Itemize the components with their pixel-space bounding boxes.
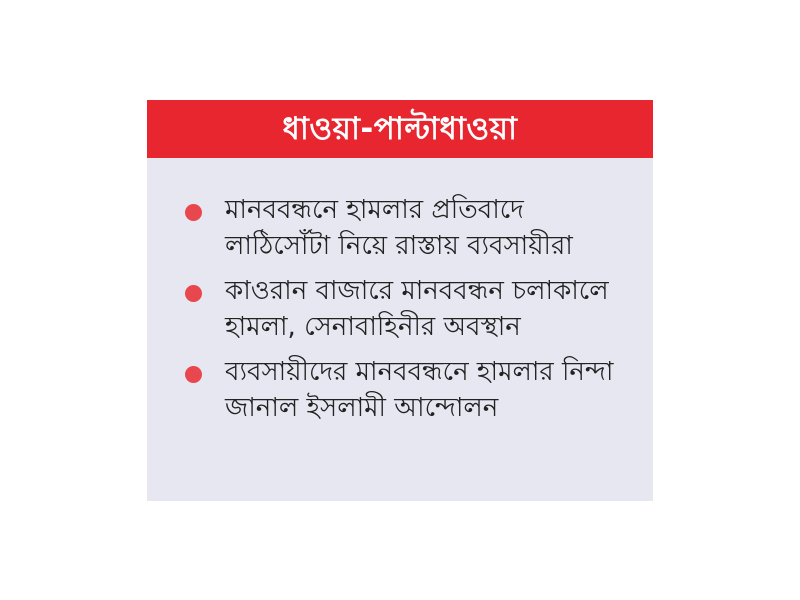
card-header (147, 100, 653, 158)
bullet-text: মানববন্ধনে হামলার প্রতিবাদে লাঠিসোঁটা নিয়ে রাস্তায় ব্যবসায়ীরা (225, 195, 573, 261)
bullet-item (147, 192, 653, 264)
bullet-dot-icon (185, 285, 202, 302)
bullet-list (147, 192, 653, 435)
bullet-item (147, 354, 653, 426)
bullet-dot-icon (185, 366, 202, 383)
bullet-text: ব্যবসায়ীদের মানববন্ধনে হামলার নিন্দা জানাল ইসলামী আন্দোলন (225, 357, 614, 423)
bullet-dot-icon (185, 204, 202, 221)
bullet-text: কাওরান বাজারে মানববন্ধন চলাকালে হামলা, সেনাবাহিনীর অবস্থান (225, 276, 609, 342)
bullet-item (147, 273, 653, 345)
news-summary-card (147, 100, 653, 501)
card-title: ধাওয়া-পাল্টাধাওয়া (282, 110, 518, 147)
